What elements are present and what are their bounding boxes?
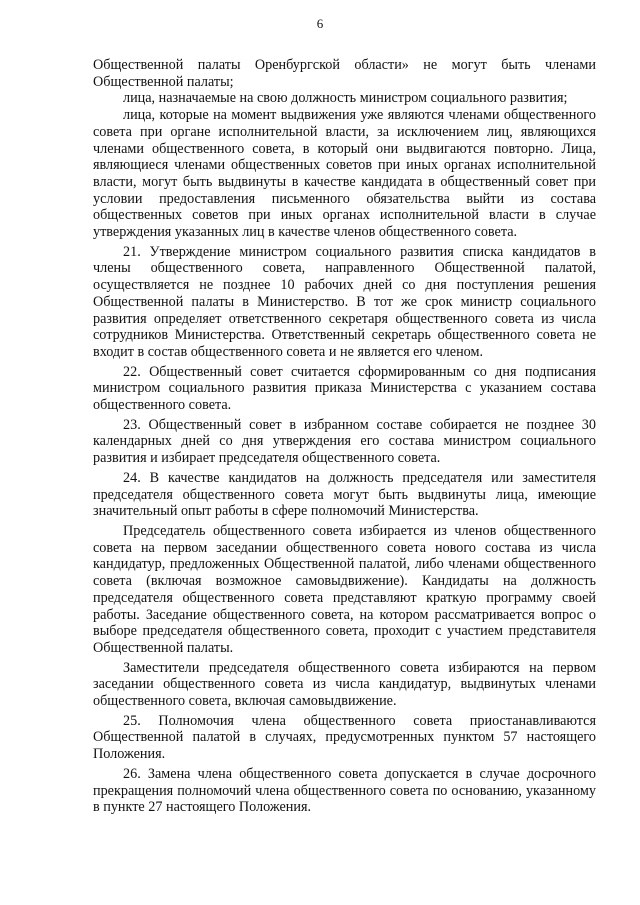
paragraph-chair-election: Председатель общественного совета избирается из членов общественного совета на первом заседании общественного совета нового состава из числа кандидатур, предложенных Общественной палатой, либо членами общественного совета (включая возможное самовыдвижение). Кандидаты на должность председателя общественного совета представляют краткую программу своей работы. Заседание общественного совета, на котором рассматривается вопрос о выборе председателя общественного совета, проходит с участием представителя Общественной палаты.: [93, 522, 596, 656]
paragraph-item-23: 23. Общественный совет в избранном составе собирается не позднее 30 календарных дней со дня утверждения его состава министром социального развития и избирает председателя общественного совета.: [93, 416, 596, 467]
paragraph-exclusion-existing-members: лица, которые на момент выдвижения уже являются членами общественного совета при органе исполнительной власти, за исключением лиц, являющихся членами общественного совета, в который они выдвигаются повторно. Лица, являющиеся членами общественных советов при иных органах исполнительной власти, могут быть выдвинуты в качестве кандидата в общественный совет при условии предоставления письменного обязательства выйти из состава общественных советов при иных органах исполнительной власти в случае утверждения указанных лиц в качестве членов общественного совета.: [93, 107, 596, 241]
document-body: [93, 57, 596, 816]
paragraph-item-26: 26. Замена члена общественного совета допускается в случае досрочного прекращения полномочий члена общественного совета по основанию, указанному в пункте 27 настоящего Положения.: [93, 765, 596, 816]
paragraph-item-22: 22. Общественный совет считается сформированным со дня подписания министром социального развития приказа Министерства с указанием состава общественного совета.: [93, 363, 596, 414]
paragraph-item-24: 24. В качестве кандидатов на должность председателя или заместителя председателя общественного совета могут быть выдвинуты лица, имеющие значительный опыт работы в сфере полномочий Министерства.: [93, 469, 596, 520]
paragraph-continuation: Общественной палаты Оренбургской области» не могут быть членами Общественной палаты;: [93, 57, 596, 90]
page-number: 6: [316, 16, 324, 31]
paragraph-exclusion-appointees: лица, назначаемые на свою должность министром социального развития;: [123, 90, 568, 107]
paragraph-item-21: 21. Утверждение министром социального развития списка кандидатов в члены общественного совета, направленного Общественной палатой, осуществляется не позднее 10 рабочих дней со дня поступления решения Общественной палаты в Министерство. В тот же срок министр социального развития определяет ответственного секретаря общественного совета из числа сотрудников Министерства. Ответственный секретарь общественного совета не входит в состав общественного совета и не является его членом.: [93, 243, 596, 360]
paragraph-item-25: 25. Полномочия члена общественного совета приостанавливаются Общественной палатой в случаях, предусмотренных пунктом 57 настоящего Положения.: [93, 712, 596, 763]
paragraph-deputy-election: Заместители председателя общественного совета избираются на первом заседании общественного совета из числа кандидатур, выдвинутых членами общественного совета, включая самовыдвижение.: [93, 659, 596, 710]
